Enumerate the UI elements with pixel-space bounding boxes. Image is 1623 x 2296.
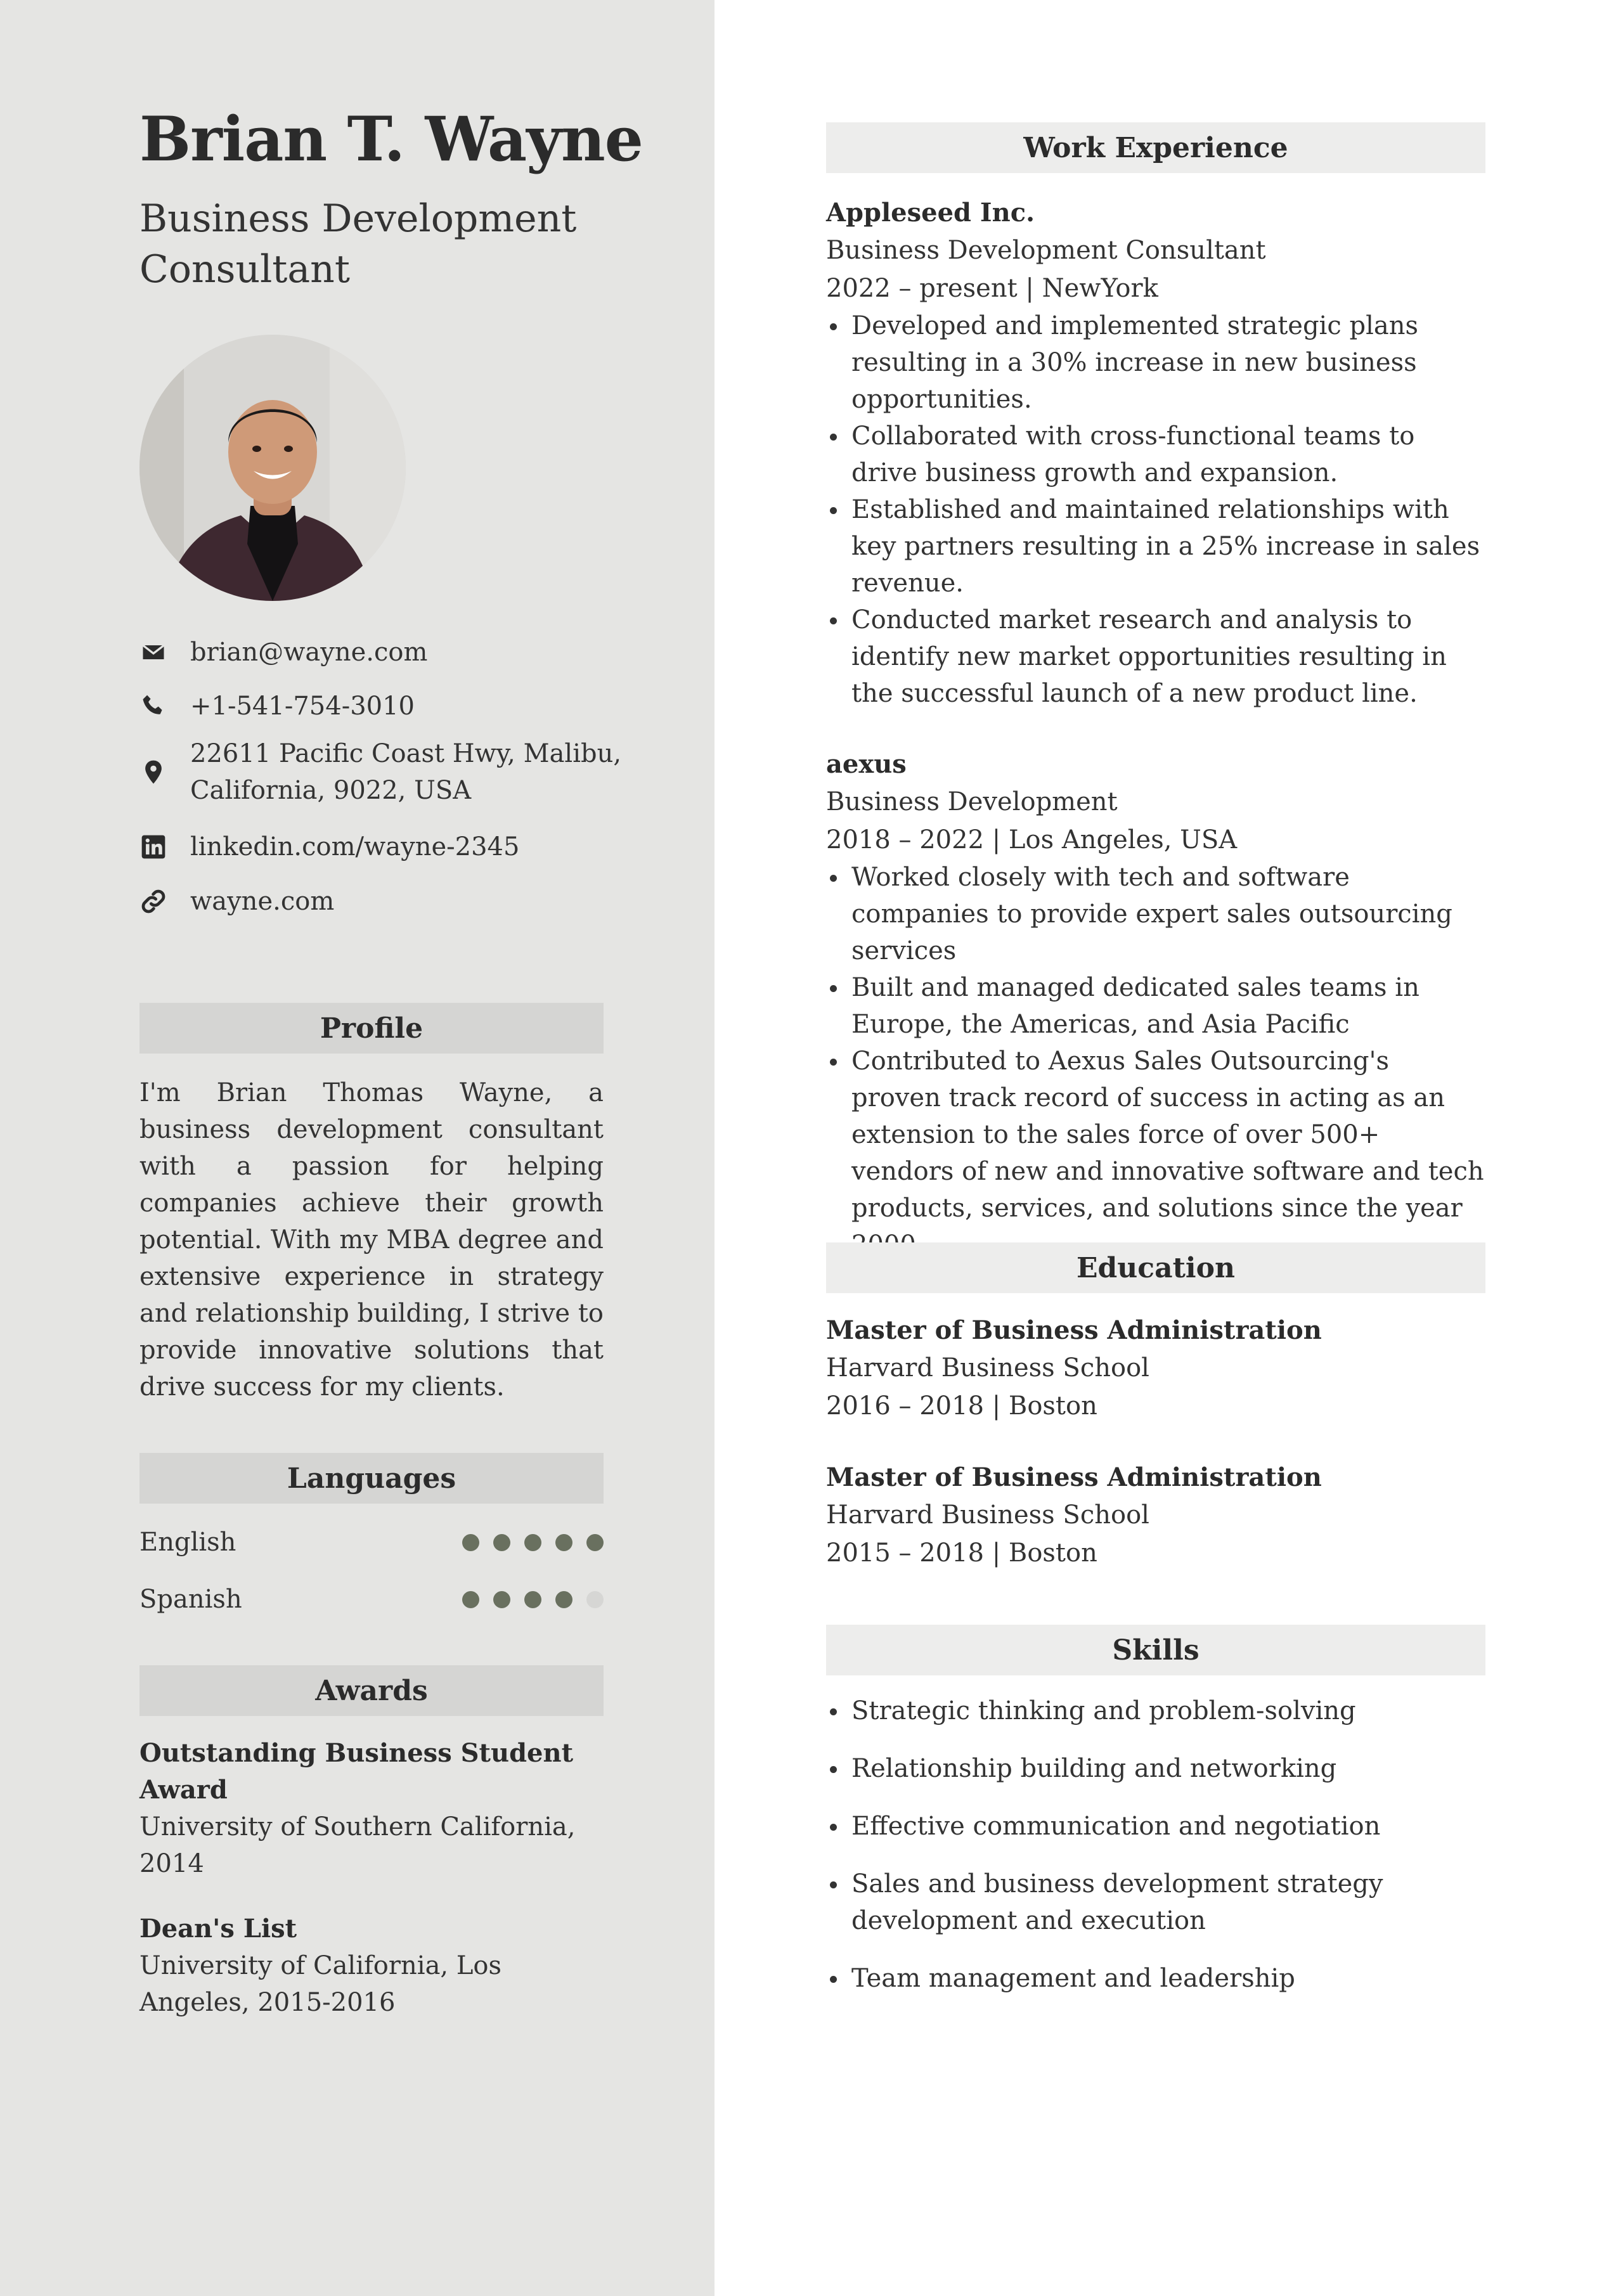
award-organization: University of California, Los Angeles, 2015-2016 [139,1951,502,2017]
job-bullet: Conducted market research and analysis to identify new market opportunities resulting in the successful launch of a new product line. [826,602,1485,712]
job-bullet: Developed and implemented strategic plans resulting in a 30% increase in new business opportunities. [826,307,1485,418]
phone-text: +1-541-754-3010 [190,692,415,721]
skill-item: Team management and leadership [826,1960,1485,1997]
education-dates-location: 2015 – 2018 | Boston [826,1538,1097,1568]
education-school: Harvard Business School [826,1353,1149,1383]
job-bullet: Built and managed dedicated sales teams in Europe, the Americas, and Asia Pacific [826,969,1485,1043]
link-icon [139,883,190,920]
address-line-2: California, 9022, USA [190,776,472,805]
profile-summary: I'm Brian Thomas Wayne, a business development consultant with a passion for helping companies achieve their growth potential. With my MBA degree and extensive experience in strategy and relationship building, I strive to provide innovative solutions that drive success for my clients. [139,1078,604,1402]
education-degree: Master of Business Administration [826,1462,1322,1492]
level-dot-filled [586,1534,604,1551]
education-dates-location: 2016 – 2018 | Boston [826,1391,1097,1421]
skills-section-header [826,1625,1485,1675]
profile-section-header [139,1003,604,1054]
award-name: Outstanding Business Student Award [139,1738,574,1805]
awards-heading: Awards [315,1674,428,1707]
language-name: Spanish [139,1585,242,1614]
award-name: Dean's List [139,1914,297,1944]
skills-list [826,1693,1485,2018]
job-company: aexus [826,749,907,779]
education-entry [826,1459,1485,1572]
level-dot-filled [555,1534,572,1551]
job-bullets [826,307,1485,712]
website-text: wayne.com [190,887,335,916]
education-degree: Master of Business Administration [826,1315,1322,1345]
job-entry [826,195,1485,712]
contact-email[interactable] [139,634,634,671]
job-role: Business Development [826,787,1118,816]
award-item [139,1735,604,1882]
level-dot-filled [524,1534,541,1551]
contact-linkedin[interactable] [139,829,634,865]
job-bullet: Worked closely with tech and software companies to provide expert sales outsourcing services [826,859,1485,969]
language-row-english [139,1524,604,1561]
linkedin-text: linkedin.com/wayne-2345 [190,832,520,861]
envelope-icon [139,634,190,671]
profile-heading: Profile [320,1012,424,1045]
level-dot-filled [462,1534,479,1551]
skill-item: Strategic thinking and problem-solving [826,1693,1485,1729]
phone-icon [139,688,190,725]
candidate-name: Brian T. Wayne [139,103,643,175]
job-bullet: Contributed to Aexus Sales Outsourcing's proven track record of success in acting as an extension to the sales force of over 500+ vendors of new and innovative software and tech products, services, and solutions since the year [826,1043,1485,1263]
job-entry [826,746,1485,1263]
language-row-spanish [139,1581,604,1618]
skill-item: Effective communication and negotiation [826,1808,1485,1845]
contact-phone[interactable] [139,688,634,725]
education-heading: Education [1077,1251,1235,1284]
work-heading: Work Experience [1023,131,1288,164]
job-company: Appleseed Inc. [826,198,1035,228]
award-item [139,1911,604,2021]
contact-address [139,735,634,809]
level-dot-filled [493,1534,510,1551]
level-dot-filled [555,1591,572,1608]
awards-section-header [139,1665,604,1716]
level-dot-filled [524,1591,541,1608]
job-bullets [826,859,1485,1263]
contact-website[interactable] [139,883,634,920]
job-dates-location: 2022 – present | NewYork [826,274,1158,303]
job-bullet: Established and maintained relationships with key partners resulting in a 25% increase in sales revenue. [826,491,1485,602]
linkedin-icon [139,829,190,865]
job-dates-location: 2018 – 2022 | Los Angeles, USA [826,825,1238,855]
skills-heading: Skills [1112,1634,1199,1667]
language-name: English [139,1528,236,1557]
education-entry [826,1312,1485,1425]
profile-photo [139,335,406,601]
level-dot-filled [462,1591,479,1608]
candidate-title: Business Development Consultant [139,197,577,292]
level-dot-filled [493,1591,510,1608]
job-bullet: Collaborated with cross-functional teams to drive business growth and expansion. [826,418,1485,491]
language-level [462,1591,604,1608]
work-section-header [826,122,1485,173]
languages-section-header [139,1453,604,1504]
skill-item: Sales and business development strategy development and execution [826,1866,1485,1939]
address-line-1: 22611 Pacific Coast Hwy, Malibu, [190,739,622,768]
email-text: brian@wayne.com [190,638,428,667]
job-role: Business Development Consultant [826,236,1266,265]
languages-heading: Languages [287,1462,456,1495]
language-level [462,1534,604,1551]
education-school: Harvard Business School [826,1500,1149,1530]
level-dot-empty [586,1591,604,1608]
skill-item: Relationship building and networking [826,1750,1485,1787]
education-section-header [826,1242,1485,1293]
address-text [190,735,621,809]
award-organization: University of Southern California, 2014 [139,1812,576,1878]
map-pin-icon [139,735,190,809]
